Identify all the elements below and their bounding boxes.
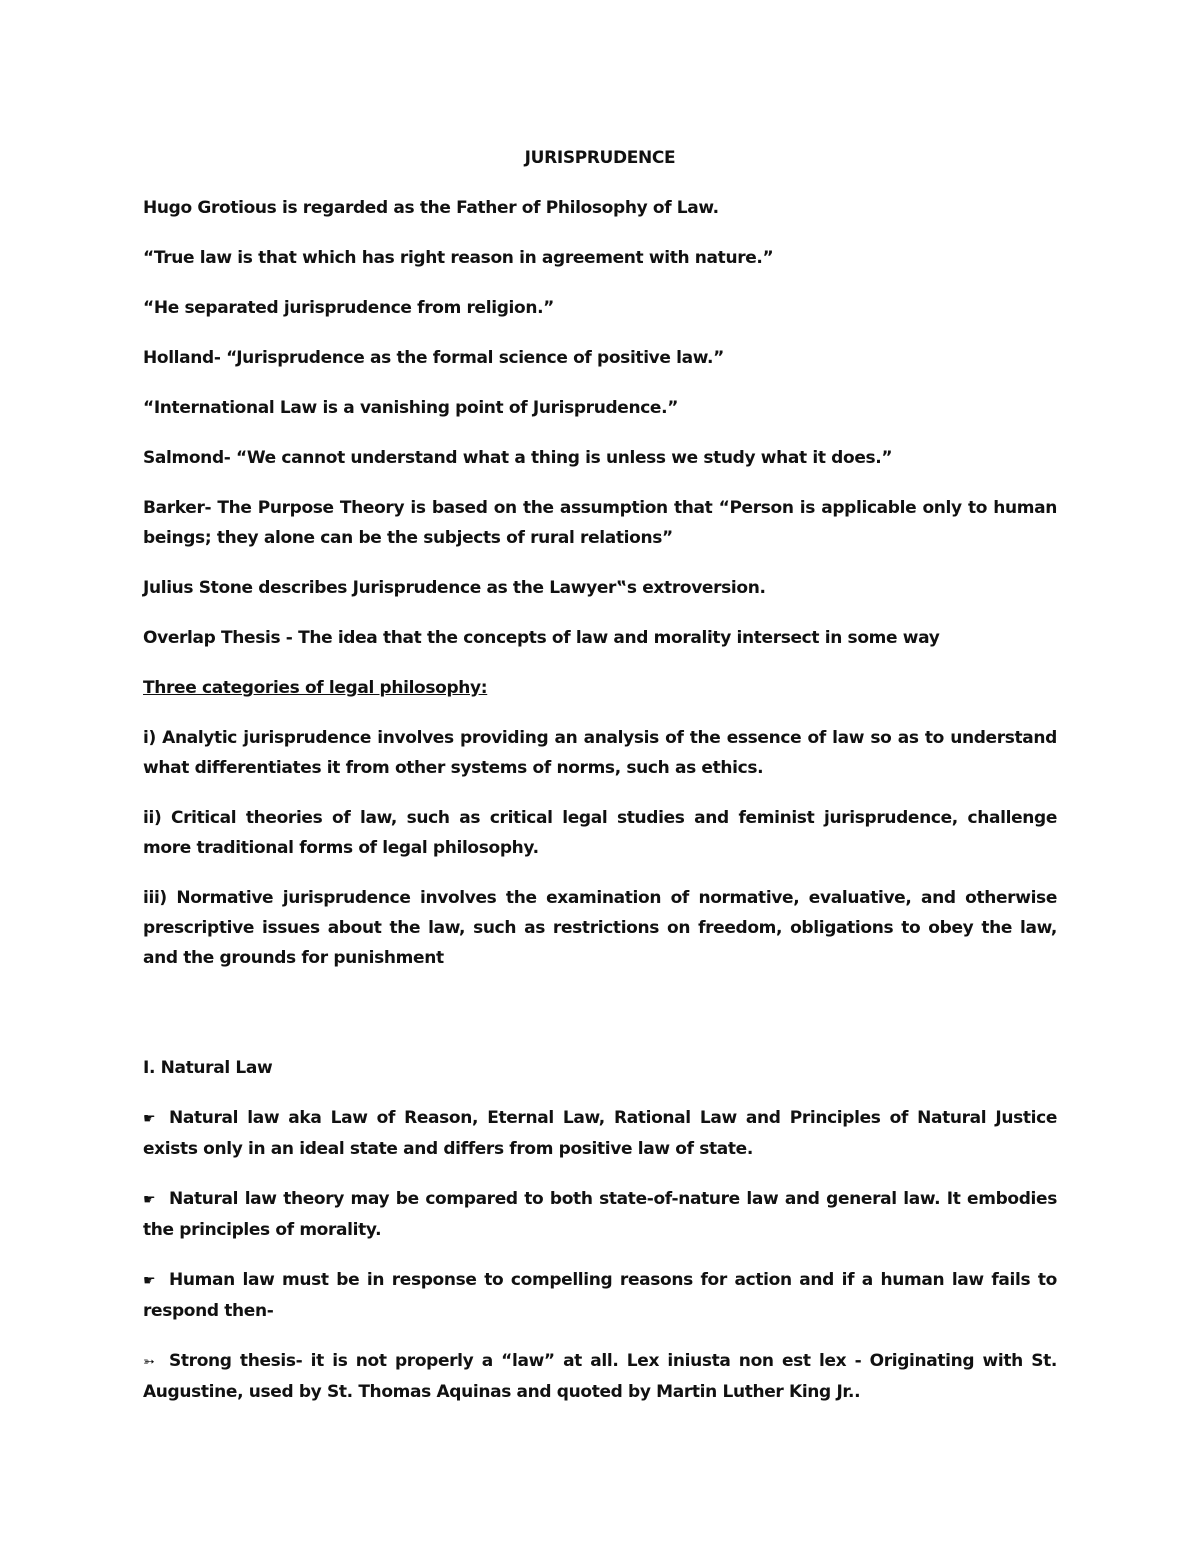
arrow-icon: ➳ — [143, 1354, 155, 1370]
paragraph-salmond: Salmond- “We cannot understand what a thing is unless we study what it does.” — [143, 448, 893, 468]
paragraph-religion-quote: “He separated jurisprudence from religion.” — [143, 298, 554, 318]
paragraph-julius-stone: Julius Stone describes Jurisprudence as the Lawyer‟s extroversion. — [143, 578, 766, 598]
paragraph-grotius: Hugo Grotious is regarded as the Father of Philosophy of Law. — [143, 198, 719, 218]
category-critical: ii) Critical theories of law, such as critical legal studies and feminist jurisprudence, challenge more traditional forms of legal philosophy. — [143, 808, 1057, 858]
paragraph-true-law-quote: “True law is that which has right reason in agreement with nature.” — [143, 248, 774, 268]
bullet-text: Natural law aka Law of Reason, Eternal Law, Rational Law and Principles of Natural Justice exists only in an ideal state and differs from positive law of state. — [143, 1108, 1057, 1159]
bullet-text: Natural law theory may be compared to both state-of-nature law and general law. It embodies the principles of morality. — [143, 1189, 1057, 1240]
section-heading-natural-law: I. Natural Law — [143, 1058, 273, 1078]
category-normative: iii) Normative jurisprudence involves the examination of normative, evaluative, and otherwise prescriptive issues about the law, such as restrictions on freedom, obligations to obey the law, and the grounds for punishment — [143, 888, 1057, 968]
paragraph-holland: Holland- “Jurisprudence as the formal science of positive law.” — [143, 348, 724, 368]
category-analytic: i) Analytic jurisprudence involves providing an analysis of the essence of law so as to understand what differentiates it from other systems of norms, such as ethics. — [143, 728, 1057, 778]
bullet-item-natural-law-theory — [143, 1184, 1057, 1245]
section-spacer — [143, 993, 1057, 1053]
bullet-text: Human law must be in response to compelling reasons for action and if a human law fails to respond then- — [143, 1270, 1057, 1321]
bullet-text: Strong thesis- it is not properly a “law” at all. Lex iniusta non est lex - Originating with St. Augustine, used by St. Thomas Aquinas and quoted by Martin Luther King Jr.. — [143, 1351, 1057, 1402]
pointing-hand-icon: ☛ — [143, 1192, 156, 1208]
bullet-item-natural-law-definition — [143, 1103, 1057, 1164]
pointing-hand-icon: ☛ — [143, 1273, 156, 1289]
categories-heading: Three categories of legal philosophy: — [143, 678, 488, 698]
paragraph-international-law: “International Law is a vanishing point of Jurisprudence.” — [143, 398, 679, 418]
paragraph-barker: Barker- The Purpose Theory is based on the assumption that “Person is applicable only to human beings; they alone can be the subjects of rural relations” — [143, 498, 1057, 548]
document-title: JURISPRUDENCE — [524, 148, 676, 168]
bullet-item-strong-thesis — [143, 1346, 1057, 1407]
bullet-item-human-law — [143, 1265, 1057, 1326]
paragraph-overlap-thesis: Overlap Thesis - The idea that the concepts of law and morality intersect in some way — [143, 628, 940, 648]
document-body — [143, 143, 1057, 1427]
pointing-hand-icon: ☛ — [143, 1111, 156, 1127]
